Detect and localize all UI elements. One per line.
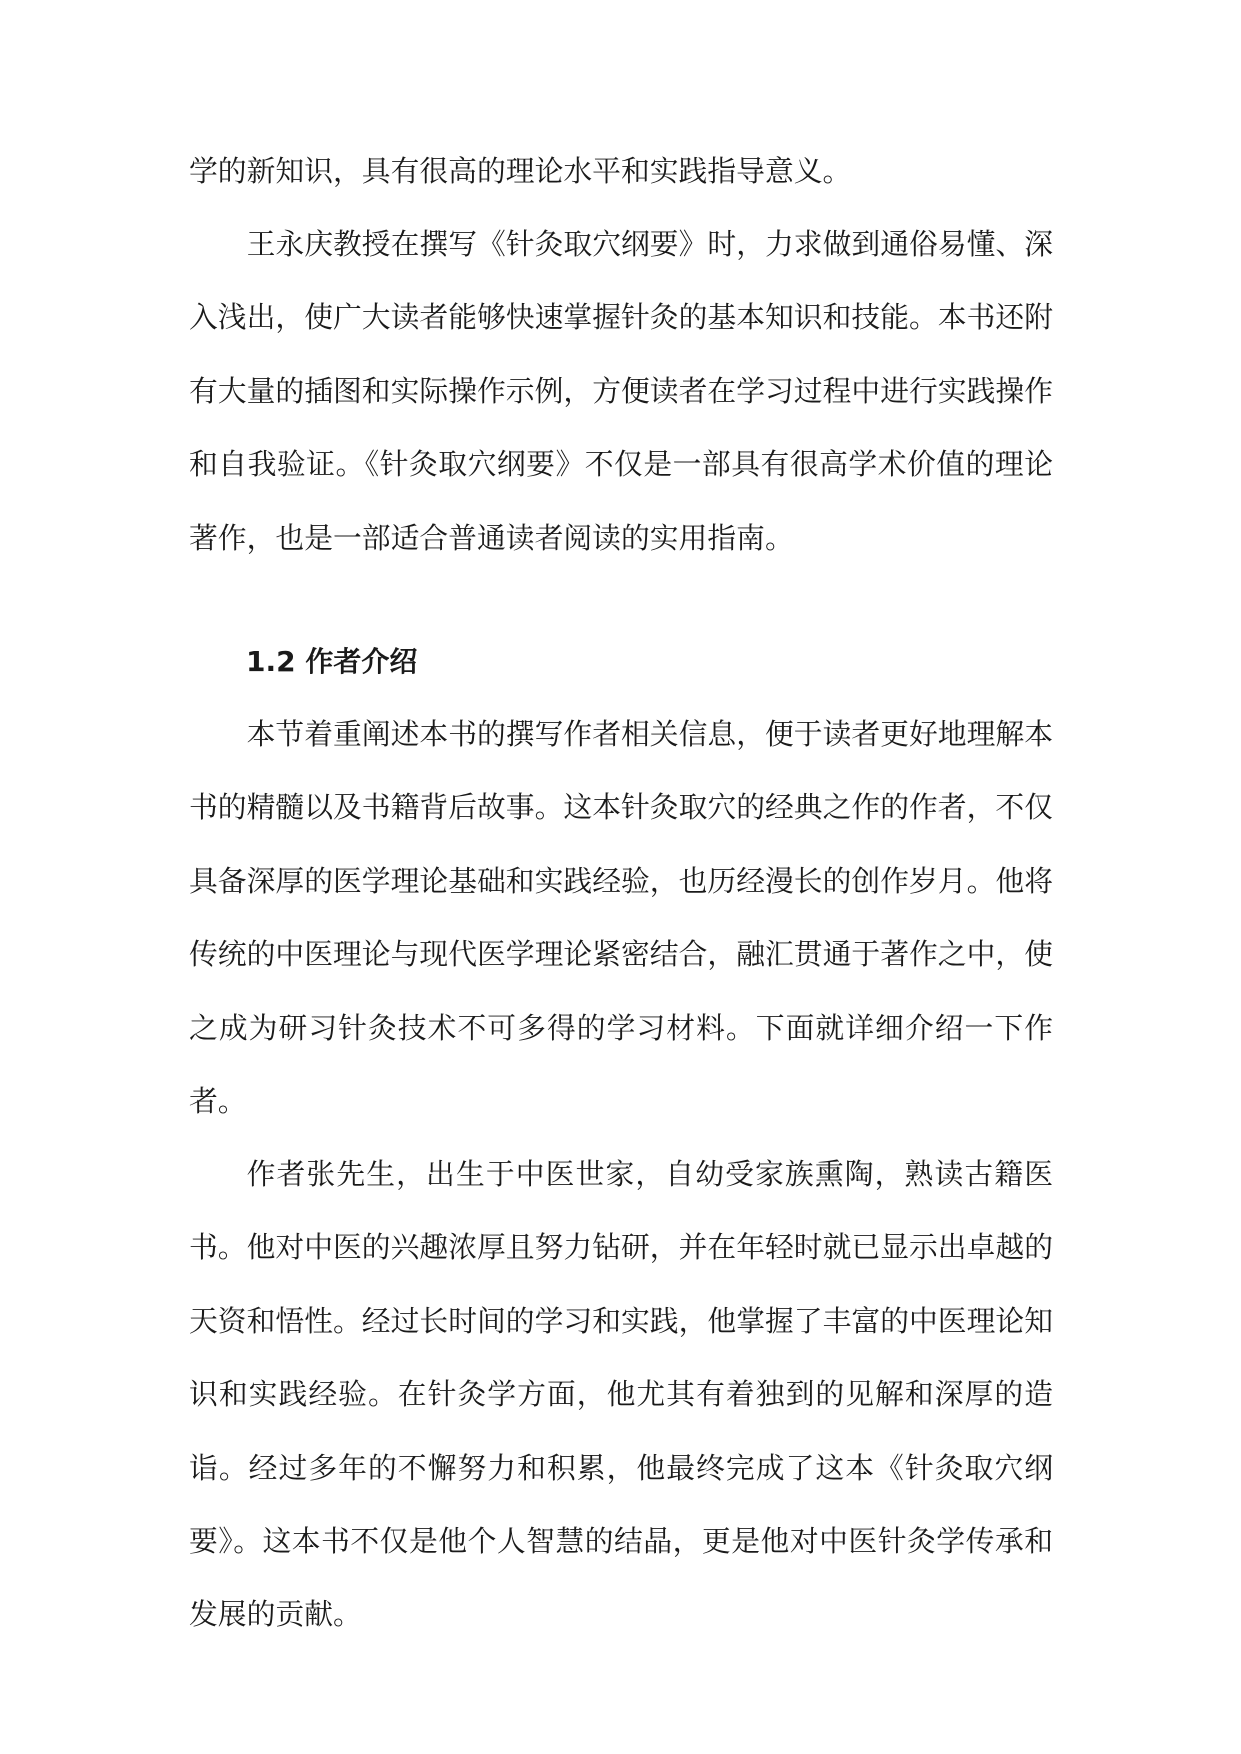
paragraph-author-intro: 本节着重阐述本书的撰写作者相关信息，便于读者更好地理解本书的精髓以及书籍背后故事。这本针灸取穴的经典之作的作者，不仅具备深厚的医学理论基础和实践经验，也历经漫长的创作岁月。他将传统的中医理论与现代医学理论紧密结合，融汇贯通于著作之中，使之成为研习针灸技术不可多得的学习材料。下面就详细介绍一下作者。 <box>189 717 1053 1119</box>
paragraph-author-bio: 作者张先生，出生于中医世家，自幼受家族熏陶，熟读古籍医书。他对中医的兴趣浓厚且努力钻研，并在年轻时就已显示出卓越的天资和悟性。经过长时间的学习和实践，他掌握了丰富的中医理论知识和实践经验。在针灸学方面，他尤其有着独到的见解和深厚的造诣。经过多年的不懈努力和积累，他最终完成了这本《针灸取穴纲要》。这本书不仅是他个人智慧的结晶，更是他对中医针灸学传承和发展的贡献。 <box>189 1157 1053 1632</box>
paragraph-book-overview: 王永庆教授在撰写《针灸取穴纲要》时，力求做到通俗易懂、深入浅出，使广大读者能够快速掌握针灸的基本知识和技能。本书还附有大量的插图和实际操作示例，方便读者在学习过程中进行实践操作和自我验证。《针灸取穴纲要》不仅是一部具有很高学术价值的理论著作，也是一部适合普通读者阅读的实用指南。 <box>189 227 1053 555</box>
section-heading: 1.2 作者介绍 <box>246 645 418 678</box>
paragraph-continuation: 学的新知识，具有很高的理论水平和实践指导意义。 <box>189 154 852 188</box>
